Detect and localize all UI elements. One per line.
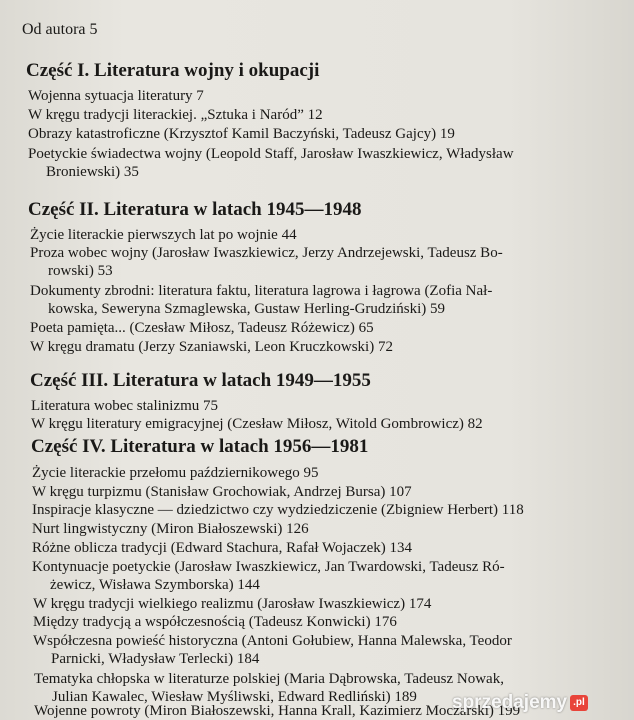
toc-entry: Nurt lingwistyczny (Miron Białoszewski) 126 [32,521,309,537]
toc-entry: Poeta pamięta... (Czesław Miłosz, Tadeusz Różewicz) 65 [30,320,374,336]
toc-entry: Poetyckie świadectwa wojny (Leopold Staff, Jarosław Iwaszkiewicz, Władysław [28,146,514,162]
toc-entry: W kręgu tradycji wielkiego realizmu (Jarosław Iwaszkiewicz) 174 [33,596,432,612]
toc-entry: Współczesna powieść historyczna (Antoni Gołubiew, Hanna Malewska, Teodor [33,633,512,649]
toc-entry: Życie literackie przełomu październikowego 95 [32,465,319,481]
toc-entry: Wojenne powroty (Miron Białoszewski, Hanna Krall, Kazimierz Moczarski) 199 [34,703,521,719]
watermark-badge: .pl [570,695,588,711]
toc-entry: W kręgu turpizmu (Stanisław Grochowiak, Andrzej Bursa) 107 [32,484,412,500]
toc-entry: Proza wobec wojny (Jarosław Iwaszkiewicz, Jerzy Andrzejewski, Tadeusz Bo- [30,245,503,261]
toc-entry: Dokumenty zbrodni: literatura faktu, literatura lagrowa i łagrowa (Zofia Nał- [30,283,493,299]
toc-entry: Życie literackie pierwszych lat po wojnie 44 [30,227,297,243]
toc-entry: Kontynuacje poetyckie (Jarosław Iwaszkiewicz, Jan Twardowski, Tadeusz Ró- [32,559,505,575]
part-3-heading: Część III. Literatura w latach 1949—1955 [30,370,371,391]
watermark-logo [452,690,588,716]
toc-entry: Między tradycją a współczesnością (Tadeusz Konwicki) 176 [33,614,397,630]
toc-entry-continued: rowski) 53 [48,263,113,279]
part-1-heading: Część I. Literatura wojny i okupacji [26,60,320,81]
toc-entry: Obrazy katastroficzne (Krzysztof Kamil Baczyński, Tadeusz Gajcy) 19 [28,126,455,142]
part-2-heading: Część II. Literatura w latach 1945—1948 [28,199,362,220]
toc-entry-continued: Julian Kawalec, Wiesław Myśliwski, Edward Redliński) 189 [52,689,417,705]
toc-entry-continued: kowska, Seweryna Szmaglewska, Gustaw Herling-Grudziński) 59 [48,301,445,317]
toc-entry-continued: Broniewski) 35 [46,164,139,180]
toc-entry: Tematyka chłopska w literaturze polskiej (Maria Dąbrowska, Tadeusz Nowak, [34,671,504,687]
toc-entry: W kręgu dramatu (Jerzy Szaniawski, Leon Kruczkowski) 72 [30,339,393,355]
toc-entry: Literatura wobec stalinizmu 75 [31,398,219,414]
watermark-text: sprzedajemy [452,692,568,713]
toc-entry: Różne oblicza tradycji (Edward Stachura, Rafał Wojaczek) 134 [32,540,413,556]
toc-entry-continued: Parnicki, Władysław Terlecki) 184 [51,651,260,667]
toc-entry: Inspiracje klasyczne — dziedzictwo czy wydziedziczenie (Zbigniew Herbert) 118 [32,502,524,518]
toc-intro: Od autora 5 [22,21,98,38]
part-4-heading: Część IV. Literatura w latach 1956—1981 [31,436,369,457]
toc-entry-continued: żewicz, Wisława Szymborska) 144 [50,577,260,593]
toc-entry: W kręgu literatury emigracyjnej (Czesław Miłosz, Witold Gombrowicz) 82 [31,416,483,432]
toc-entry: W kręgu tradycji literackiej. „Sztuka i Naród” 12 [28,107,323,123]
toc-entry: Wojenna sytuacja literatury 7 [28,88,204,104]
